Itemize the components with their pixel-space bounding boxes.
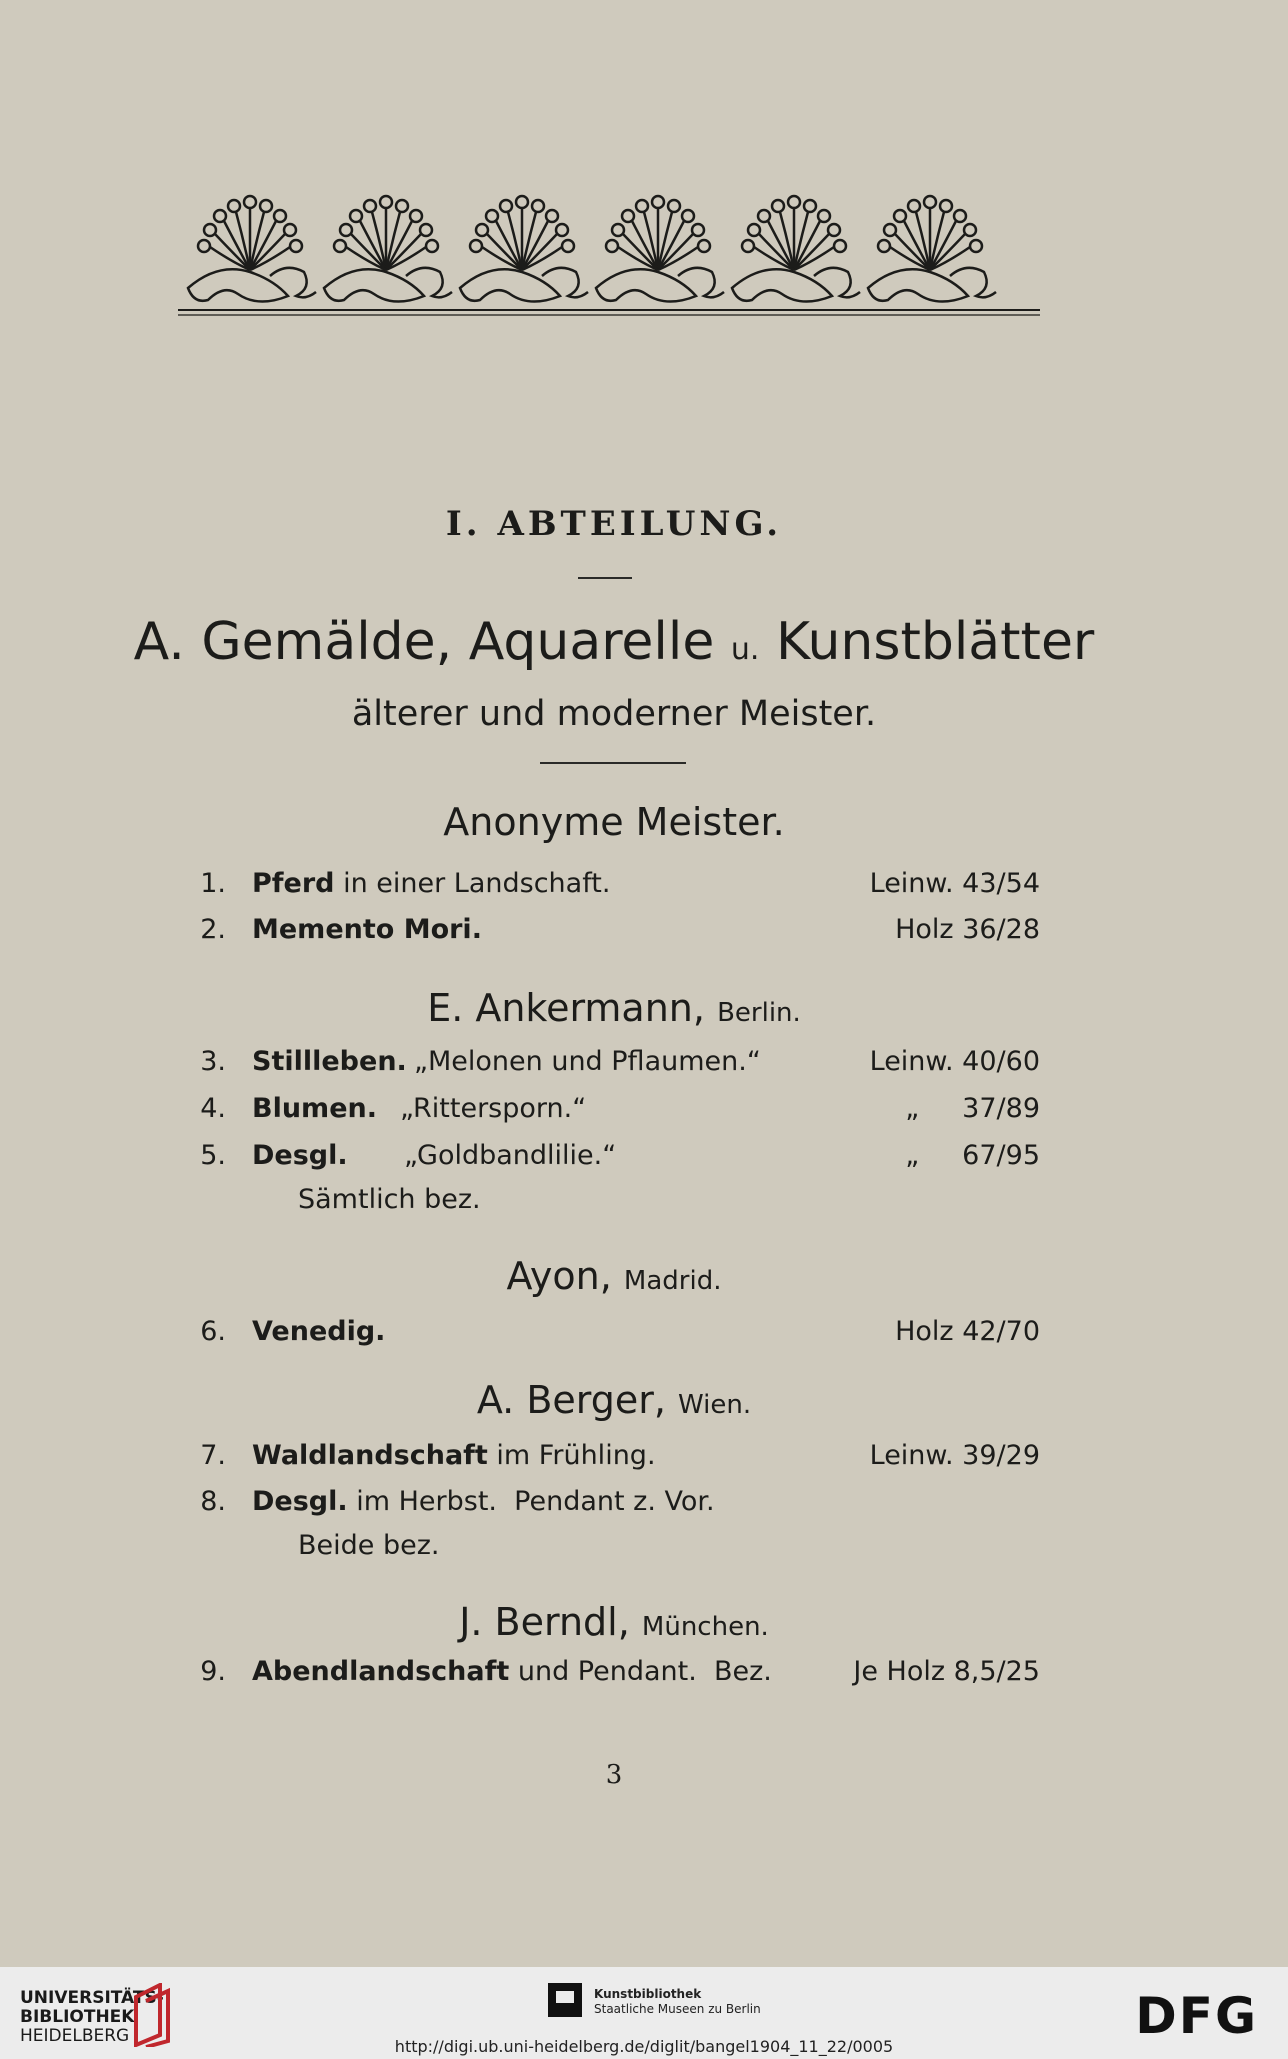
item-note: Sämtlich bez. — [298, 1184, 481, 1215]
item-title: Desgl. im Herbst. Pendant z. Vor. — [252, 1486, 715, 1517]
artist-city: Berlin. — [717, 998, 801, 1028]
item-quote: „Rittersporn.“ — [400, 1093, 587, 1124]
item-title: Waldlandschaft im Frühling. — [252, 1440, 656, 1471]
item-title: Abendlandschaft und Pendant. Bez. — [252, 1656, 772, 1687]
catalog-item — [190, 1656, 1040, 1696]
page-number: 3 — [605, 1760, 623, 1790]
artist-city: München. — [641, 1612, 769, 1642]
catalog-item — [190, 1046, 1040, 1086]
main-title — [0, 612, 1228, 672]
item-title: Blumen. — [252, 1093, 377, 1124]
section-artist-heading — [0, 1600, 1228, 1644]
item-dimensions: Holz 36/28 — [895, 914, 1040, 945]
item-number: 6. — [200, 1316, 226, 1347]
item-number: 9. — [200, 1656, 226, 1687]
subtitle: älterer und moderner Meister. — [351, 694, 877, 734]
item-number: 8. — [200, 1486, 226, 1517]
item-title: Stillleben. — [252, 1046, 407, 1077]
ub-heidelberg-logo-text: UNIVERSITÄTS- BIBLIOTHEK HEIDELBERG — [20, 1988, 164, 2046]
division-heading: I. ABTEILUNG. — [445, 504, 783, 544]
item-dimensions: Holz 42/70 — [895, 1316, 1040, 1347]
dfg-logo: DFG — [1135, 1987, 1258, 2045]
item-dimensions: Leinw. 40/60 — [869, 1046, 1040, 1077]
title-conjunction: u. — [730, 632, 760, 667]
item-quote: „Melonen und Pflaumen.“ — [414, 1046, 761, 1077]
item-title: Venedig. — [252, 1316, 386, 1347]
title-part1: A. Gemälde, Aquarelle — [133, 612, 715, 672]
catalog-item — [190, 868, 1040, 908]
footer-bar — [0, 1967, 1288, 2059]
item-title: Pferd in einer Landschaft. — [252, 868, 611, 899]
section-artist-heading — [0, 1378, 1228, 1422]
catalog-item — [190, 1316, 1040, 1356]
artist-name: Ayon, — [506, 1254, 612, 1298]
artist-name: Anonyme Meister. — [443, 800, 785, 844]
artist-name: E. Ankermann, — [427, 986, 705, 1030]
kunstbibliothek-logo-icon — [548, 1983, 582, 2017]
source-url[interactable]: http://digi.ub.uni-heidelberg.de/diglit/bangel1904_11_22/0005 — [394, 2037, 894, 2056]
section-artist-heading — [0, 986, 1228, 1030]
item-number: 1. — [200, 868, 226, 899]
item-dimensions: „ 37/89 — [905, 1093, 1040, 1124]
catalog-item — [190, 1093, 1040, 1133]
divider — [540, 762, 686, 764]
item-number: 3. — [200, 1046, 226, 1077]
catalog-item — [190, 1440, 1040, 1480]
item-note: Beide bez. — [298, 1530, 440, 1561]
item-title: Desgl. — [252, 1140, 348, 1171]
kunstbibliothek-logo-text: Kunstbibliothek Staatliche Museen zu Berlin — [594, 1987, 761, 2016]
catalog-item — [190, 1140, 1040, 1180]
item-title: Memento Mori. — [252, 914, 482, 945]
divider — [578, 577, 632, 579]
catalog-item — [190, 1486, 1040, 1526]
artist-city: Madrid. — [623, 1266, 722, 1296]
item-dimensions: Leinw. 39/29 — [869, 1440, 1040, 1471]
catalog-item — [190, 914, 1040, 954]
item-number: 5. — [200, 1140, 226, 1171]
artist-name: J. Berndl, — [459, 1600, 630, 1644]
item-number: 2. — [200, 914, 226, 945]
item-quote: „Goldbandlilie.“ — [404, 1140, 617, 1171]
item-number: 7. — [200, 1440, 226, 1471]
item-dimensions: Je Holz 8,5/25 — [853, 1656, 1040, 1687]
art-nouveau-ornament — [178, 192, 1040, 316]
item-number: 4. — [200, 1093, 226, 1124]
item-dimensions: „ 67/95 — [905, 1140, 1040, 1171]
artist-city: Wien. — [678, 1390, 752, 1420]
artist-name: A. Berger, — [476, 1378, 666, 1422]
section-artist-heading — [0, 800, 1228, 844]
item-dimensions: Leinw. 43/54 — [869, 868, 1040, 899]
section-artist-heading — [0, 1254, 1228, 1298]
title-part2: Kunstblätter — [775, 612, 1095, 672]
